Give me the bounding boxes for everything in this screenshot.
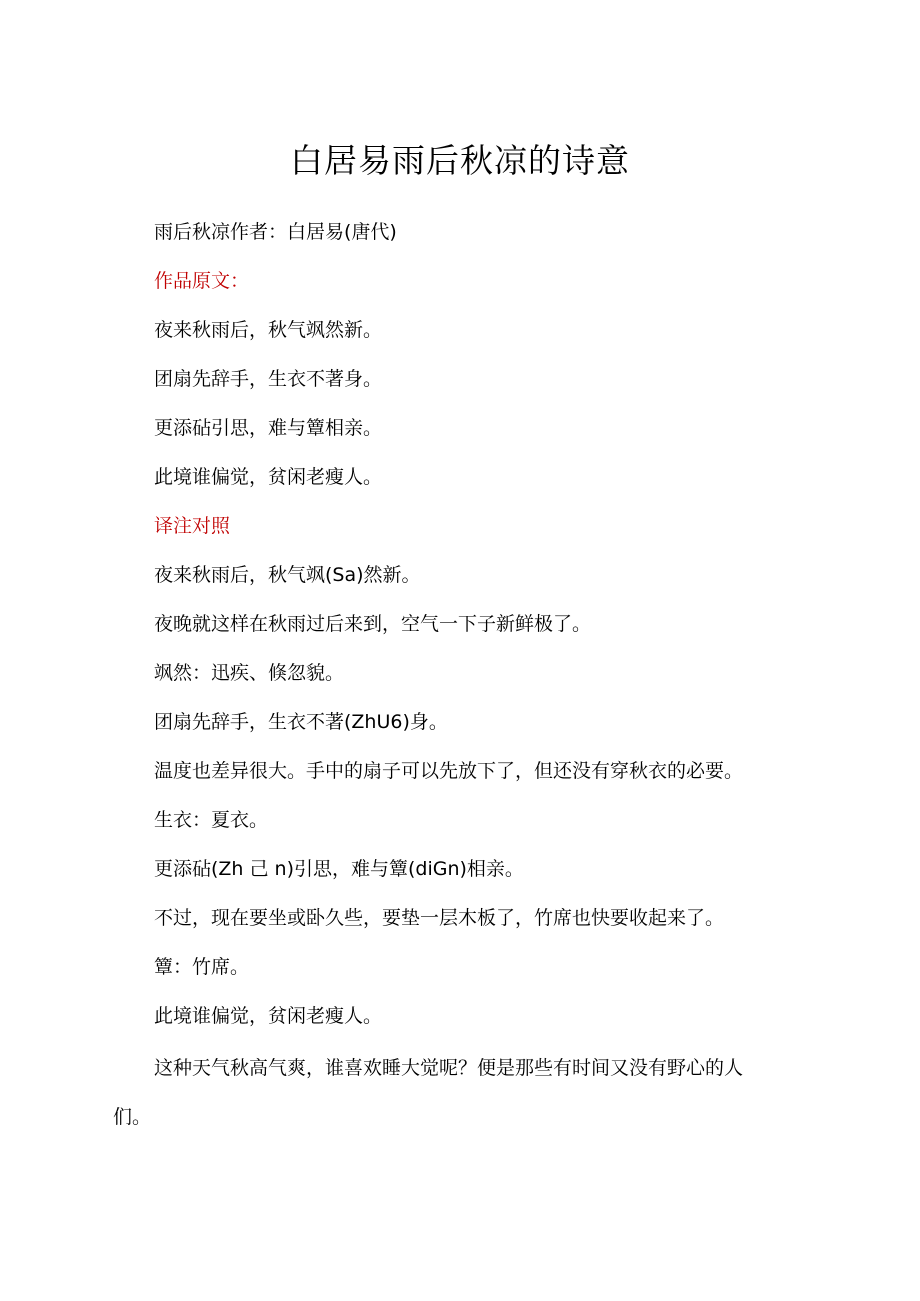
section-heading-original: 作品原文： (154, 270, 250, 292)
translation-line: 不过，现在要坐或卧久些，要垫一层木板了，竹席也快要收起来了。 (154, 907, 725, 929)
poem-line: 更添砧引思，难与簟相亲。 (154, 417, 383, 439)
note-line: 生衣：夏衣。 (154, 809, 269, 831)
translation-paragraph-line-1: 这种天气秋高气爽，谁喜欢睡大觉呢？便是那些有时间又没有野心的人 (154, 1057, 744, 1079)
translation-line: 夜晚就这样在秋雨过后来到，空气一下子新鲜极了。 (154, 613, 592, 635)
poem-line: 团扇先辞手，生衣不著身。 (154, 368, 383, 390)
poem-line: 夜来秋雨后，秋气飒然新。 (154, 319, 383, 341)
annotated-line: 夜来秋雨后，秋气飒(Sa)然新。 (154, 564, 421, 586)
poem-author-line: 雨后秋凉作者：白居易(唐代) (154, 221, 397, 243)
translation-paragraph-line-2: 们。 (113, 1106, 152, 1128)
note-line: 簟：竹席。 (154, 956, 250, 978)
annotated-line: 此境谁偏觉，贫闲老瘦人。 (154, 1005, 383, 1027)
section-heading-translation: 译注对照 (154, 515, 231, 537)
note-line: 飒然：迅疾、倏忽貌。 (154, 662, 345, 684)
poem-line: 此境谁偏觉，贫闲老瘦人。 (154, 466, 383, 488)
annotated-line: 团扇先辞手，生衣不著(ZhU6)身。 (154, 711, 448, 733)
translation-line: 温度也差异很大。手中的扇子可以先放下了，但还没有穿秋衣的必要。 (154, 760, 744, 782)
annotated-line: 更添砧(Zh 己 n)引思，难与簟(diGn)相亲。 (154, 858, 524, 880)
page-title: 白居易雨后秋凉的诗意 (290, 141, 630, 181)
